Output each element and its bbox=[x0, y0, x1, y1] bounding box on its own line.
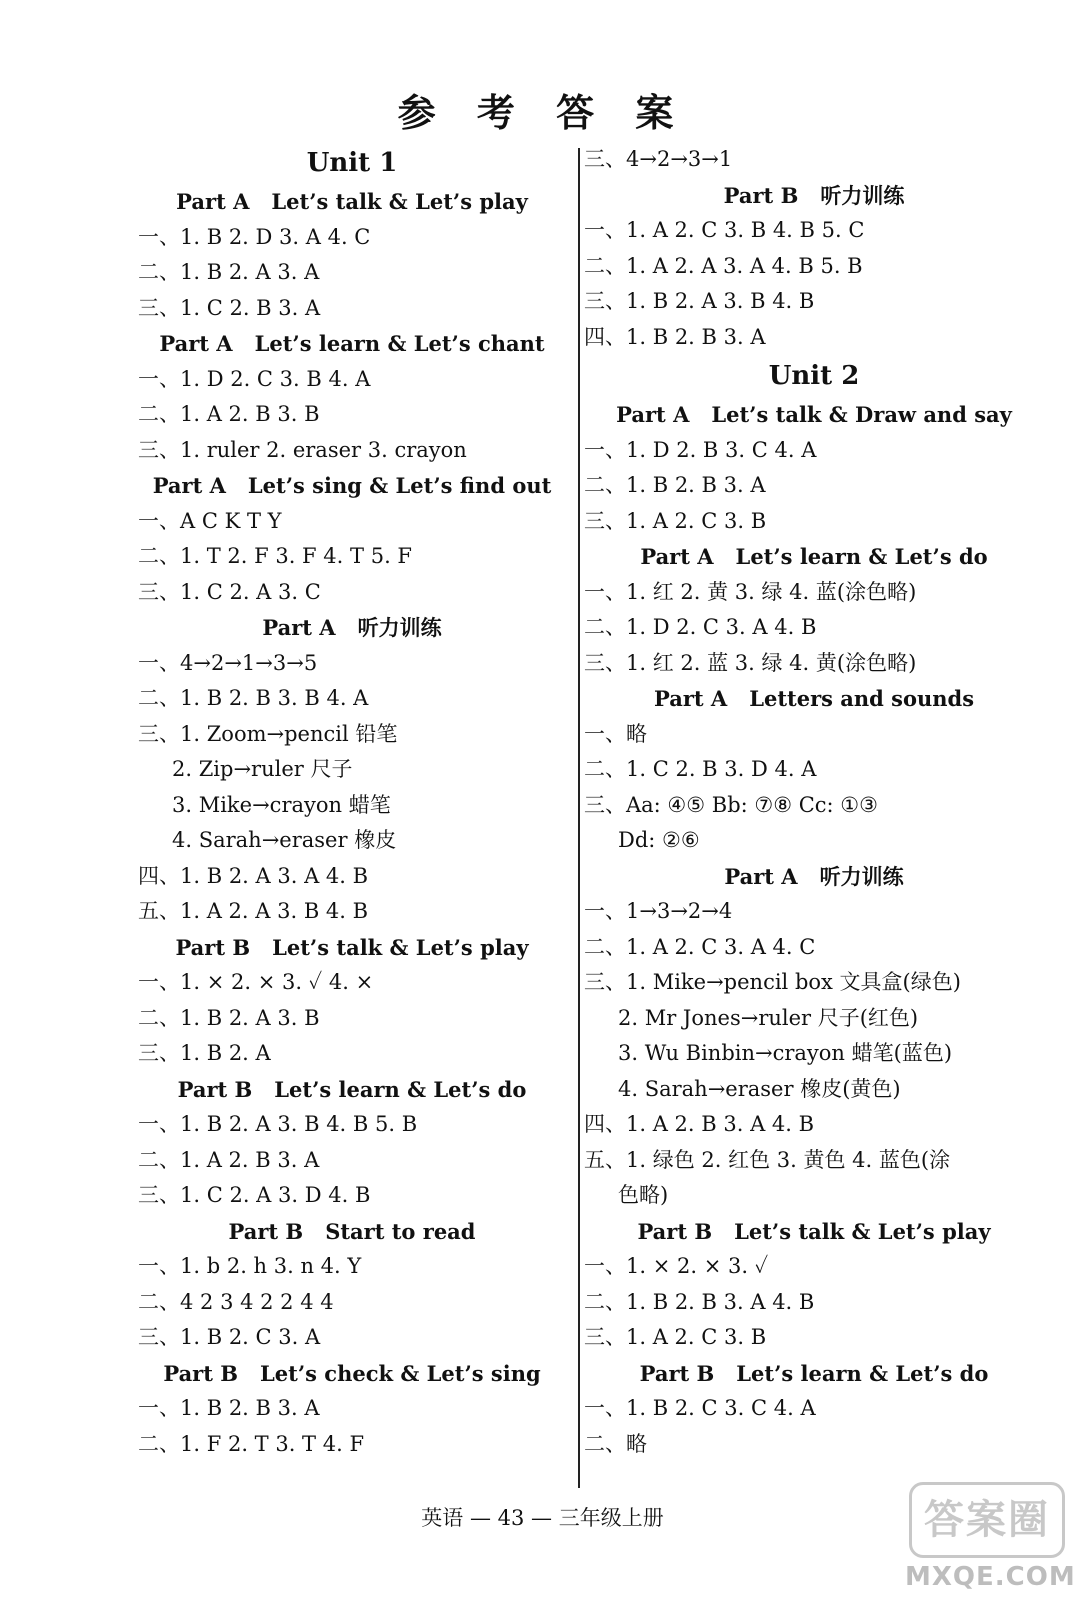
section-name: 听力训练 bbox=[819, 863, 904, 889]
answer-line: 二、1. B 2. B 3. A 4. B bbox=[584, 1289, 815, 1314]
answer-line: 色略) bbox=[618, 1183, 669, 1207]
right-column bbox=[584, 142, 1044, 1462]
section-heading bbox=[584, 397, 1044, 433]
section-part: Part A bbox=[724, 863, 798, 889]
answer-line: 一、1. B 2. A 3. B 4. B 5. B bbox=[138, 1112, 418, 1136]
right-sections-a bbox=[584, 178, 1044, 356]
section-part: Part A bbox=[616, 402, 690, 427]
answer-line: 2. Zip→ruler 尺子 bbox=[172, 757, 353, 781]
column-divider bbox=[578, 148, 580, 1488]
answer-line: 三、1. B 2. C 3. A bbox=[138, 1325, 321, 1349]
section-name: Start to read bbox=[325, 1218, 476, 1244]
section-heading bbox=[138, 610, 566, 646]
section-name: Let’s sing & Let’s find out bbox=[247, 473, 552, 498]
answer-line: 四、1. B 2. A 3. A 4. B bbox=[138, 863, 369, 888]
section-name: Let’s learn & Let’s do bbox=[274, 1076, 527, 1102]
answer-line: 二、略 bbox=[584, 1431, 647, 1456]
section-name: Let’s talk & Let’s play bbox=[734, 1218, 991, 1244]
section-part: Part B bbox=[723, 182, 799, 208]
answer-line: 三、1. Zoom→pencil 铅笔 bbox=[138, 721, 398, 746]
answer-line: 一、1. A 2. C 3. B 4. B 5. C bbox=[584, 218, 865, 242]
section-heading bbox=[584, 859, 1044, 895]
answer-line: 三、1. Mike→pencil box 文具盒(绿色) bbox=[584, 970, 961, 994]
section-heading bbox=[138, 184, 566, 220]
section-part: Part A bbox=[176, 189, 250, 214]
unit-title: Unit 1 bbox=[306, 148, 398, 178]
answer-line: 三、1. A 2. C 3. B bbox=[584, 508, 767, 533]
answer-line: 一、1. b 2. h 3. n 4. Y bbox=[138, 1254, 362, 1278]
answer-line: 三、Aa: ④⑤ Bb: ⑦⑧ Cc: ①③ bbox=[584, 792, 878, 817]
answer-line: 二、1. A 2. B 3. B bbox=[138, 402, 320, 426]
section-heading bbox=[138, 468, 566, 504]
answer-line: 二、1. A 2. B 3. A bbox=[138, 1147, 320, 1172]
left-column bbox=[138, 142, 566, 1462]
answer-line: 一、1. × 2. × 3. ✓ 4. × bbox=[138, 970, 374, 994]
answer-line: 五、1. A 2. A 3. B 4. B bbox=[138, 899, 369, 923]
answer-line: 四、1. A 2. B 3. A 4. B bbox=[584, 1112, 815, 1136]
section-heading bbox=[584, 539, 1044, 575]
answer-line: 一、1→3→2→4 bbox=[584, 899, 733, 923]
section-heading bbox=[138, 1356, 566, 1392]
section-name: Letters and sounds bbox=[749, 686, 975, 711]
section-heading bbox=[584, 178, 1044, 214]
section-name: 听力训练 bbox=[357, 615, 442, 640]
answer-line: 一、1. × 2. × 3. ✓ bbox=[584, 1254, 769, 1278]
answer-line: 二、1. T 2. F 3. F 4. T 5. F bbox=[138, 544, 412, 568]
answer-line: 一、1. 红 2. 黄 3. 绿 4. 蓝(涂色略) bbox=[584, 579, 917, 604]
answer-line: 一、1. B 2. D 3. A 4. C bbox=[138, 224, 371, 249]
answer-line: 三、1. B 2. A 3. B 4. B bbox=[584, 289, 815, 313]
section-part: Part A bbox=[159, 331, 233, 356]
section-part: Part A bbox=[640, 544, 714, 569]
section-name: Let’s talk & Let’s play bbox=[272, 934, 529, 960]
section-heading bbox=[584, 1214, 1044, 1250]
answer-line: 二、1. D 2. C 3. A 4. B bbox=[584, 615, 817, 639]
answer-line: 二、1. C 2. B 3. D 4. A bbox=[584, 757, 817, 781]
section-part: Part B bbox=[175, 934, 251, 960]
section-part: Part B bbox=[228, 1218, 304, 1244]
answer-line: 三、1. C 2. A 3. D 4. B bbox=[138, 1183, 371, 1207]
section-part: Part A bbox=[653, 686, 728, 711]
answer-line: 一、1. B 2. B 3. A bbox=[138, 1396, 320, 1420]
answer-line: 四、1. B 2. B 3. A bbox=[584, 324, 766, 349]
answer-line: 2. Mr Jones→ruler 尺子(红色) bbox=[618, 1005, 919, 1030]
answer-line: 一、1. B 2. C 3. C 4. A bbox=[584, 1396, 816, 1420]
answer-line: 二、1. F 2. T 3. T 4. F bbox=[138, 1431, 365, 1456]
section-name: 听力训练 bbox=[820, 182, 905, 208]
answer-line: 一、1. D 2. B 3. C 4. A bbox=[584, 437, 817, 462]
answer-line: 二、1. B 2. B 3. B 4. A bbox=[138, 686, 369, 710]
section-name: Let’s talk & Let’s play bbox=[271, 189, 528, 214]
section-part: Part B bbox=[177, 1076, 253, 1102]
watermark-logo bbox=[905, 1478, 1075, 1593]
answer-line: 三、1. A 2. C 3. B bbox=[584, 1325, 767, 1349]
answer-line: 4. Sarah→eraser 橡皮 bbox=[172, 828, 397, 852]
answer-line: 二、1. A 2. A 3. A 4. B 5. B bbox=[584, 253, 863, 278]
section-part: Part A bbox=[152, 473, 226, 498]
answer-line: 三、1. 红 2. 蓝 3. 绿 4. 黄(涂色略) bbox=[584, 650, 917, 675]
page-footer: 英语 — 43 — 三年级上册 bbox=[421, 1506, 664, 1530]
answer-line: 二、4 2 3 4 2 2 4 4 bbox=[138, 1289, 334, 1314]
answer-line: 3. Wu Binbin→crayon 蜡笔(蓝色) bbox=[618, 1041, 953, 1065]
section-heading bbox=[138, 326, 566, 362]
answer-line: 三、1. C 2. B 3. A bbox=[138, 295, 321, 320]
answer-line: 一、A C K T Y bbox=[138, 508, 282, 533]
answer-line: 4. Sarah→eraser 橡皮(黄色) bbox=[618, 1076, 901, 1101]
answer-line: 三、1. C 2. A 3. C bbox=[138, 579, 321, 604]
answer-line: 二、1. A 2. C 3. A 4. C bbox=[584, 934, 816, 959]
answer-line: 一、1. D 2. C 3. B 4. A bbox=[138, 366, 371, 391]
section-name: Let’s learn & Let’s chant bbox=[254, 331, 545, 356]
section-name: Let’s check & Let’s sing bbox=[260, 1360, 541, 1386]
section-part: Part B bbox=[637, 1218, 713, 1244]
answer-line: Dd: ②⑥ bbox=[618, 828, 700, 852]
answer-line: 三、4→2→3→1 bbox=[584, 147, 733, 171]
right-sections-b bbox=[584, 397, 1044, 1462]
answer-line: 二、1. B 2. B 3. A bbox=[584, 473, 766, 497]
answer-line: 一、4→2→1→3→5 bbox=[138, 650, 318, 675]
answer-line: 二、1. B 2. A 3. A bbox=[138, 260, 320, 284]
section-heading bbox=[584, 1356, 1044, 1392]
section-heading bbox=[138, 1072, 566, 1108]
section-heading bbox=[138, 930, 566, 966]
section-part: Part B bbox=[639, 1360, 715, 1386]
page-title: 参 考 答 案 bbox=[397, 90, 688, 135]
section-heading bbox=[584, 681, 1044, 717]
section-part: Part B bbox=[163, 1360, 239, 1386]
answer-line: 三、1. B 2. A bbox=[138, 1041, 271, 1065]
section-heading bbox=[138, 1214, 566, 1250]
section-name: Let’s learn & Let’s do bbox=[735, 544, 988, 569]
answer-line: 一、略 bbox=[584, 721, 647, 746]
section-name: Let’s talk & Draw and say bbox=[711, 402, 1012, 427]
answer-line: 二、1. B 2. A 3. B bbox=[138, 1005, 320, 1030]
section-part: Part A bbox=[262, 615, 336, 640]
unit-title: Unit 2 bbox=[768, 361, 860, 391]
answer-line: 五、1. 绿色 2. 红色 3. 黄色 4. 蓝色(涂 bbox=[584, 1147, 951, 1172]
watermark-box: 答案圈 bbox=[909, 1482, 1065, 1558]
watermark-site: MXQE.COM bbox=[905, 1562, 1076, 1592]
left-sections bbox=[138, 184, 566, 1462]
answer-line: 3. Mike→crayon 蜡笔 bbox=[172, 792, 391, 817]
answer-line: 三、1. ruler 2. eraser 3. crayon bbox=[138, 437, 467, 462]
section-name: Let’s learn & Let’s do bbox=[736, 1360, 989, 1386]
